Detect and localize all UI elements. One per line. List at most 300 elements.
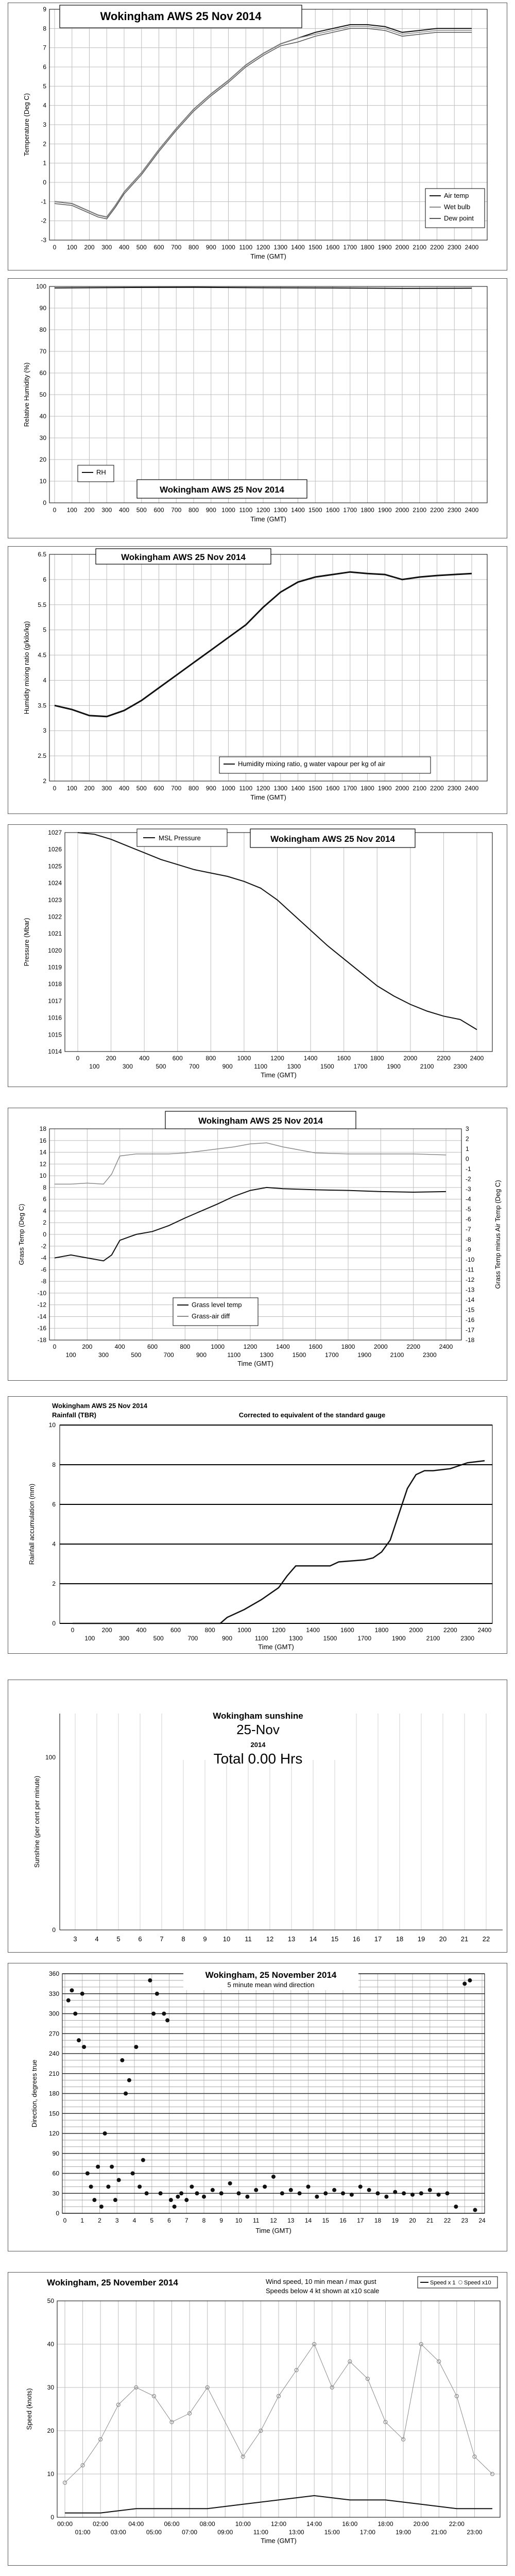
y-tick-label: 0	[43, 1231, 46, 1238]
x-tick-label: 1600	[325, 244, 340, 251]
x-tick-label: 1200	[256, 506, 270, 514]
y-tick-label: 100	[45, 1754, 56, 1761]
x-tick-label: 0	[63, 2217, 67, 2224]
x-tick-label: 1000	[221, 506, 235, 514]
legend-label: Speed x 1	[430, 2280, 456, 2286]
grass-temp-chart	[8, 1108, 507, 1381]
x-tick-label: 20	[409, 2217, 416, 2224]
x-tick-label: 12	[270, 2217, 277, 2224]
x-tick-label: 700	[187, 1635, 198, 1642]
x-axis-label: Time (GMT)	[258, 1643, 294, 1651]
humidity-chart	[8, 278, 507, 538]
x-tick-label: 2000	[409, 1626, 423, 1634]
y-tick-label: 2	[43, 140, 46, 148]
y-axis-label: Humidity mixing ratio (g/kilo/kg)	[23, 621, 30, 715]
x-tick-label: 10:00	[235, 2520, 251, 2528]
x-tick-label: 900	[222, 1063, 233, 1070]
humidity-chart-svg	[8, 279, 507, 538]
x-tick-label: 1900	[377, 506, 392, 514]
x-tick-label: 2100	[420, 1063, 434, 1070]
x-tick-label: 300	[122, 1063, 133, 1070]
y-axis-label: Speed (knots)	[25, 2388, 33, 2430]
x-tick-label: 23	[461, 2217, 468, 2224]
y2-tick-label: 1	[466, 1145, 469, 1153]
data-point	[148, 1978, 152, 1982]
x-tick-label: 10	[222, 1935, 231, 1943]
y-tick-label: 2.5	[38, 752, 46, 760]
x-tick-label: 2100	[413, 244, 427, 251]
y-tick-label: -16	[37, 1325, 46, 1332]
x-axis-label: Time (GMT)	[250, 515, 286, 523]
x-tick-label: 1400	[303, 1055, 318, 1062]
x-tick-label: 15	[322, 2217, 329, 2224]
data-point	[179, 2191, 183, 2195]
x-tick-label: 600	[170, 1626, 181, 1634]
y-tick-label: 1020	[48, 946, 62, 954]
x-tick-label: 0	[53, 244, 57, 251]
x-tick-label: 2400	[439, 1343, 453, 1350]
x-tick-label: 0	[71, 1626, 75, 1634]
x-tick-label: 1000	[211, 1343, 225, 1350]
chart-title: Wokingham, 25 November 2014	[47, 2278, 178, 2287]
legend	[78, 465, 114, 482]
y-tick-label: 20	[47, 2427, 54, 2434]
x-tick-label: 15:00	[324, 2529, 340, 2536]
x-tick-label: 22	[443, 2217, 451, 2224]
x-tick-label: 2100	[390, 1351, 404, 1359]
y-tick-label: 6.5	[38, 551, 46, 558]
x-tick-label: 2400	[465, 506, 479, 514]
x-tick-label: 1700	[343, 244, 357, 251]
y-tick-label: 6	[52, 1501, 56, 1508]
series-line	[55, 287, 472, 289]
x-tick-label: 21	[460, 1935, 469, 1943]
y-tick-label: 1022	[48, 913, 62, 921]
x-tick-label: 2200	[406, 1343, 421, 1350]
x-tick-label: 1300	[273, 244, 288, 251]
x-tick-label: 1400	[291, 785, 305, 792]
x-tick-label: 300	[101, 785, 112, 792]
data-point	[419, 2191, 423, 2195]
legend-label: Air temp	[444, 192, 469, 199]
temperature-chart-svg	[8, 3, 507, 270]
y-tick-label: -10	[37, 1289, 46, 1297]
x-tick-label: 1600	[308, 1343, 323, 1350]
x-tick-label: 400	[118, 244, 130, 251]
x-tick-label: 1800	[374, 1626, 389, 1634]
y-tick-label: 60	[39, 369, 46, 377]
x-tick-label: 300	[101, 506, 112, 514]
x-tick-label: 200	[106, 1055, 116, 1062]
data-point	[124, 2092, 128, 2096]
data-point	[332, 2188, 336, 2192]
y-tick-label: 2	[43, 1219, 46, 1227]
data-point	[445, 2191, 450, 2195]
x-tick-label: 1400	[276, 1343, 290, 1350]
data-point	[127, 2078, 131, 2082]
x-tick-label: 700	[171, 785, 182, 792]
y2-tick-label: -17	[466, 1326, 475, 1334]
y-tick-label: 120	[48, 2130, 59, 2137]
data-point	[428, 2188, 432, 2192]
y-tick-label: 12	[39, 1160, 46, 1168]
data-point	[280, 2191, 284, 2195]
x-tick-label: 20:00	[413, 2520, 429, 2528]
x-tick-label: 17	[374, 1935, 382, 1943]
x-tick-label: 14	[309, 1935, 317, 1943]
y-tick-label: 18	[39, 1125, 46, 1132]
x-tick-label: 1500	[292, 1351, 306, 1359]
x-tick-label: 2400	[470, 1055, 484, 1062]
x-tick-label: 600	[147, 1343, 158, 1350]
y-axis-label: Sunshine (per cent per minute)	[33, 1775, 41, 1868]
y-axis-label: Temperature (Deg C)	[23, 93, 30, 157]
y2-tick-label: -15	[466, 1306, 475, 1314]
y-tick-label: 4	[43, 1207, 46, 1215]
x-tick-label: 2300	[447, 244, 461, 251]
data-point	[162, 2012, 166, 2016]
x-tick-label: 100	[66, 785, 77, 792]
x-tick-label: 2000	[395, 244, 409, 251]
x-tick-label: 3	[73, 1935, 77, 1943]
x-tick-label: 14:00	[306, 2520, 322, 2528]
y2-tick-label: -14	[466, 1296, 475, 1303]
data-point	[131, 2172, 135, 2176]
y-axis-label: Direction, degrees true	[30, 2059, 38, 2128]
x-tick-label: 1900	[377, 785, 392, 792]
x-axis-label: Time (GMT)	[250, 793, 286, 801]
x-tick-label: 17	[357, 2217, 364, 2224]
x-tick-label: 700	[171, 244, 182, 251]
x-tick-label: 2200	[430, 785, 444, 792]
y-tick-label: 0	[43, 179, 46, 186]
y2-tick-label: -2	[466, 1175, 471, 1183]
y-tick-label: 5	[43, 82, 46, 90]
x-tick-label: 500	[156, 1063, 166, 1070]
x-tick-label: 8	[181, 1935, 185, 1943]
x-tick-label: 2100	[426, 1635, 440, 1642]
x-tick-label: 600	[153, 506, 164, 514]
y-tick-label: 5.5	[38, 601, 46, 608]
y-tick-label: 1016	[48, 1014, 62, 1022]
x-tick-label: 700	[189, 1063, 200, 1070]
x-tick-label: 2000	[395, 506, 409, 514]
x-tick-label: 21:00	[431, 2529, 447, 2536]
x-tick-label: 23:00	[467, 2529, 483, 2536]
x-tick-label: 100	[66, 244, 77, 251]
data-point	[402, 2191, 406, 2195]
y-tick-label: 6	[43, 63, 46, 71]
x-tick-label: 1	[80, 2217, 84, 2224]
x-tick-label: 4	[95, 1935, 99, 1943]
x-tick-label: 800	[204, 1626, 215, 1634]
data-point	[454, 2205, 458, 2209]
x-tick-label: 12	[266, 1935, 274, 1943]
chart-total-label: Total 0.00 Hrs	[213, 1751, 303, 1767]
y2-tick-label: -10	[466, 1256, 475, 1263]
x-tick-label: 500	[136, 244, 147, 251]
x-tick-label: 100	[65, 1351, 76, 1359]
x-tick-label: 800	[188, 244, 199, 251]
x-tick-label: 1400	[306, 1626, 320, 1634]
wind-speed-chart	[8, 2272, 507, 2566]
data-point	[245, 2195, 249, 2199]
x-tick-label: 06:00	[164, 2520, 180, 2528]
data-point	[358, 2184, 363, 2189]
x-tick-label: 1900	[387, 1063, 401, 1070]
x-tick-label: 2200	[443, 1626, 457, 1634]
y-tick-label: 70	[39, 348, 46, 355]
data-point	[184, 2198, 188, 2202]
x-tick-label: 1700	[357, 1635, 372, 1642]
y-tick-label: 4	[43, 676, 46, 684]
x-tick-label: 400	[114, 1343, 125, 1350]
legend-label: MSL Pressure	[159, 834, 201, 842]
x-tick-label: 11	[245, 1935, 252, 1943]
y-tick-label: 1	[43, 159, 46, 167]
x-tick-label: 700	[171, 506, 182, 514]
x-tick-label: 400	[136, 1626, 147, 1634]
data-point	[138, 2184, 142, 2189]
x-tick-label: 800	[188, 506, 199, 514]
chart-subtitle: 5 minute mean wind direction	[227, 1981, 315, 1989]
data-point	[298, 2191, 302, 2195]
x-tick-label: 2	[98, 2217, 101, 2224]
x-tick-label: 1000	[221, 244, 235, 251]
y-tick-label: -14	[37, 1313, 46, 1320]
data-point	[202, 2195, 206, 2199]
y-tick-label: 30	[39, 434, 46, 442]
x-tick-label: 1700	[343, 785, 357, 792]
x-tick-label: 300	[101, 244, 112, 251]
x-tick-label: 18	[396, 1935, 404, 1943]
x-tick-label: 500	[131, 1351, 142, 1359]
data-point	[159, 2191, 163, 2195]
legend-label: Humidity mixing ratio, g water vapour per kg of air	[238, 760, 386, 768]
data-point	[410, 2193, 415, 2197]
wind-direction-chart-svg	[8, 1963, 507, 2251]
y-tick-label: 4	[43, 101, 46, 109]
x-tick-label: 1000	[237, 1626, 251, 1634]
y-tick-label: -4	[41, 1254, 46, 1262]
x-tick-label: 21	[426, 2217, 434, 2224]
x-axis-label: Time (GMT)	[255, 2227, 291, 2234]
x-tick-label: 1000	[221, 785, 235, 792]
x-tick-label: 400	[118, 506, 130, 514]
x-tick-label: 1200	[271, 1626, 286, 1634]
y-tick-label: 0	[43, 499, 46, 506]
legend-label: Grass-air diff	[192, 1312, 230, 1320]
x-tick-label: 1900	[391, 1635, 406, 1642]
legend-label: Wet bulb	[444, 203, 471, 211]
y-tick-label: 50	[39, 391, 46, 398]
data-point	[437, 2193, 441, 2197]
x-tick-label: 1100	[239, 506, 253, 514]
data-point	[145, 2191, 149, 2195]
x-tick-label: 2200	[430, 244, 444, 251]
x-tick-label: 1800	[370, 1055, 384, 1062]
data-point	[92, 2198, 96, 2202]
x-tick-label: 2100	[413, 785, 427, 792]
y-tick-label: 360	[48, 1970, 59, 1977]
y-tick-label: 60	[52, 2170, 59, 2177]
x-tick-label: 13:00	[288, 2529, 304, 2536]
x-tick-label: 5	[116, 1935, 121, 1943]
temperature-chart	[8, 3, 507, 270]
x-tick-label: 6	[138, 1935, 142, 1943]
y-tick-label: 50	[47, 2297, 54, 2304]
x-tick-label: 03:00	[110, 2529, 126, 2536]
x-tick-label: 1300	[260, 1351, 274, 1359]
pressure-chart	[8, 824, 507, 1087]
x-tick-label: 400	[118, 785, 130, 792]
y-tick-label: 1023	[48, 896, 62, 904]
y-tick-label: -1	[41, 198, 46, 206]
x-tick-label: 1400	[291, 244, 305, 251]
x-tick-label: 1300	[273, 506, 288, 514]
x-tick-label: 300	[118, 1635, 130, 1642]
grass-temp-chart-svg	[8, 1108, 507, 1380]
x-tick-label: 1900	[357, 1351, 372, 1359]
y-tick-label: 6	[43, 575, 46, 583]
x-tick-label: 1100	[254, 1063, 268, 1070]
data-point	[89, 2184, 93, 2189]
x-tick-label: 16	[352, 1935, 360, 1943]
y-tick-label: 1017	[48, 997, 62, 1005]
y-tick-label: 3.5	[38, 702, 46, 709]
x-tick-label: 1200	[270, 1055, 284, 1062]
x-axis-label: Time (GMT)	[250, 252, 286, 260]
x-tick-label: 500	[136, 506, 147, 514]
x-tick-label: 1700	[343, 506, 357, 514]
data-point	[110, 2165, 114, 2169]
x-tick-label: 200	[84, 785, 95, 792]
chart-date-label: 25-Nov	[236, 1722, 280, 1737]
x-tick-label: 2300	[447, 506, 461, 514]
x-tick-label: 1500	[320, 1063, 334, 1070]
data-point	[468, 1978, 472, 1982]
chart-subtitle: Rainfall (TBR)	[52, 1411, 96, 1419]
data-point	[173, 2205, 177, 2209]
y-tick-label: -2	[41, 217, 46, 225]
x-tick-label: 900	[205, 785, 216, 792]
x-tick-label: 7	[160, 1935, 164, 1943]
x-tick-label: 1700	[324, 1351, 339, 1359]
data-point	[117, 2178, 121, 2182]
x-axis-label: Time (GMT)	[261, 1071, 297, 1079]
y-axis-label: Pressure (Mbar)	[23, 918, 30, 967]
y2-tick-label: -11	[466, 1266, 474, 1274]
x-tick-label: 19:00	[396, 2529, 411, 2536]
y-tick-label: 100	[36, 283, 46, 290]
chart-subtitle-2: Speeds below 4 kt shown at x10 scale	[266, 2287, 380, 2295]
y2-tick-label: -16	[466, 1316, 475, 1324]
y-tick-label: 80	[39, 326, 46, 333]
x-tick-label: 2300	[422, 1351, 437, 1359]
x-tick-label: 2300	[453, 1063, 468, 1070]
x-tick-label: 19	[417, 1935, 425, 1943]
x-tick-label: 1500	[323, 1635, 337, 1642]
y-tick-label: 7	[43, 44, 46, 52]
y-tick-label: 0	[52, 1926, 56, 1934]
rainfall-chart	[8, 1396, 507, 1654]
x-tick-label: 900	[221, 1635, 233, 1642]
y-tick-label: 4.5	[38, 651, 46, 659]
x-tick-label: 600	[172, 1055, 183, 1062]
x-tick-label: 1400	[291, 506, 305, 514]
y-tick-label: 16	[39, 1137, 46, 1144]
x-tick-label: 1300	[273, 785, 288, 792]
y2-tick-label: -7	[466, 1226, 471, 1233]
chart-title: Wokingham AWS 25 Nov 2014	[52, 1402, 147, 1410]
x-tick-label: 13	[287, 1935, 296, 1943]
data-point	[473, 2208, 477, 2212]
x-tick-label: 20	[439, 1935, 447, 1943]
x-tick-label: 400	[139, 1055, 150, 1062]
legend-label: Grass level temp	[192, 1301, 242, 1309]
x-tick-label: 2400	[465, 785, 479, 792]
x-tick-label: 10	[235, 2217, 243, 2224]
x-tick-label: 1000	[237, 1055, 251, 1062]
y-tick-label: 1015	[48, 1031, 62, 1039]
chart-title: Wokingham AWS 25 Nov 2014	[198, 1116, 323, 1126]
x-tick-label: 1800	[341, 1343, 355, 1350]
x-tick-label: 0	[76, 1055, 80, 1062]
data-point	[106, 2184, 110, 2189]
data-point	[165, 2018, 169, 2022]
y-tick-label: 1014	[48, 1048, 62, 1055]
data-point	[113, 2198, 117, 2202]
x-tick-label: 2200	[430, 506, 444, 514]
chart-annotation: Corrected to equivalent of the standard gauge	[238, 1411, 386, 1419]
x-tick-label: 11	[253, 2217, 260, 2224]
data-point	[263, 2184, 267, 2189]
x-tick-label: 07:00	[182, 2529, 198, 2536]
x-tick-label: 14	[304, 2217, 312, 2224]
y-tick-label: 1021	[48, 930, 62, 938]
data-point	[120, 2058, 124, 2062]
y2-tick-label: -12	[466, 1276, 475, 1283]
x-tick-label: 5	[150, 2217, 154, 2224]
legend-label: RH	[96, 468, 106, 476]
x-tick-label: 100	[66, 506, 77, 514]
y2-tick-label: -13	[466, 1286, 475, 1294]
y-tick-label: -8	[41, 1278, 46, 1285]
y-tick-label: 14	[39, 1148, 46, 1156]
y-tick-label: 210	[48, 2070, 59, 2077]
y-tick-label: 3	[43, 727, 46, 735]
data-point	[211, 2188, 215, 2192]
data-point	[289, 2188, 293, 2192]
x-tick-label: 1700	[353, 1063, 368, 1070]
y-tick-label: 8	[43, 25, 46, 32]
y-tick-label: 10	[39, 478, 46, 485]
data-point	[80, 1992, 84, 1996]
x-tick-label: 1600	[337, 1055, 351, 1062]
x-tick-label: 1600	[340, 1626, 354, 1634]
y-axis-label: Rainfall accumulation (mm)	[28, 1483, 36, 1565]
x-tick-label: 9	[203, 1935, 207, 1943]
x-tick-label: 1100	[227, 1351, 241, 1359]
legend-label: Speed x10	[464, 2280, 491, 2286]
x-tick-label: 24	[478, 2217, 486, 2224]
data-point	[376, 2191, 380, 2195]
y2-tick-label: -4	[466, 1195, 471, 1203]
data-point	[350, 2193, 354, 2197]
wind-speed-chart-svg	[8, 2273, 507, 2565]
mixing-ratio-chart-svg	[8, 547, 507, 814]
y-axis-label: Grass Temp (Deg C)	[18, 1204, 25, 1265]
